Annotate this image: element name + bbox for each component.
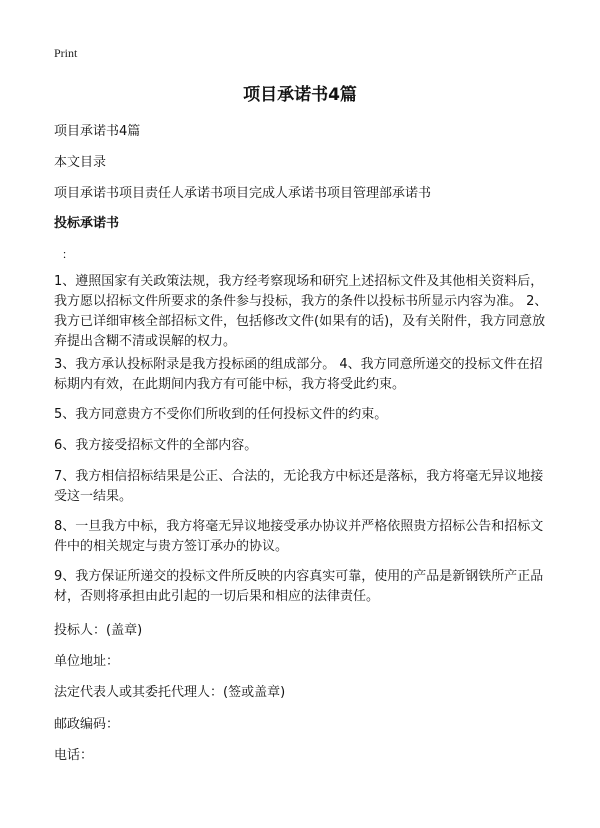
section-colon: ： [62, 248, 73, 261]
paragraph-1: 1、遵照国家有关政策法规，我方经考察现场和研究上述招标文件及其他相关资料后，我方愿以招标文件所要求的条件参与投标，我方的条件以投标书所显示内容为准。 2、我方已详细审核全部招标文件，包括修改文件(如果有的话)，及有关附件，我方同意放弃提出含糊不清或误解的权力。 [54, 274, 548, 349]
field-bidder: 投标人：(盖章) [54, 623, 143, 638]
paragraph-3: 5、我方同意贵方不受你们所收到的任何投标文件的约束。 [54, 407, 388, 422]
subtitle: 项目承诺书4篇 [54, 124, 141, 139]
toc-heading: 本文目录 [54, 155, 107, 170]
field-postcode: 邮政编码： [54, 717, 120, 732]
section-heading: 投标承诺书 [54, 216, 120, 231]
paragraph-5: 7、我方相信招标结果是公正、合法的，无论我方中标还是落标，我方将毫无异议地接受这一结果。 [54, 469, 544, 504]
field-representative: 法定代表人或其委托代理人：(签或盖章) [54, 685, 286, 700]
paragraph-2: 3、我方承认投标附录是我方投标函的组成部分。 4、我方同意所递交的投标文件在招标期内有效，在此期间内我方有可能中标，我方将受此约束。 [54, 357, 543, 392]
paragraph-6: 8、一旦我方中标，我方将毫无异议地接受承办协议并严格依照贵方招标公告和招标文件中的相关规定与贵方签订承办的协议。 [54, 519, 544, 554]
field-address: 单位地址： [54, 654, 120, 669]
print-label[interactable]: Print [54, 46, 78, 60]
paragraph-4: 6、我方接受招标文件的全部内容。 [54, 438, 258, 453]
document-title: 项目承诺书4篇 [243, 85, 357, 105]
field-phone: 电话： [54, 748, 94, 763]
paragraph-7: 9、我方保证所递交的投标文件所反映的内容真实可靠，使用的产品是新钢铁所产正品材，否则将承担由此引起的一切后果和相应的法律责任。 [54, 569, 544, 604]
toc-line: 项目承诺书项目责任人承诺书项目完成人承诺书项目管理部承诺书 [54, 186, 432, 201]
